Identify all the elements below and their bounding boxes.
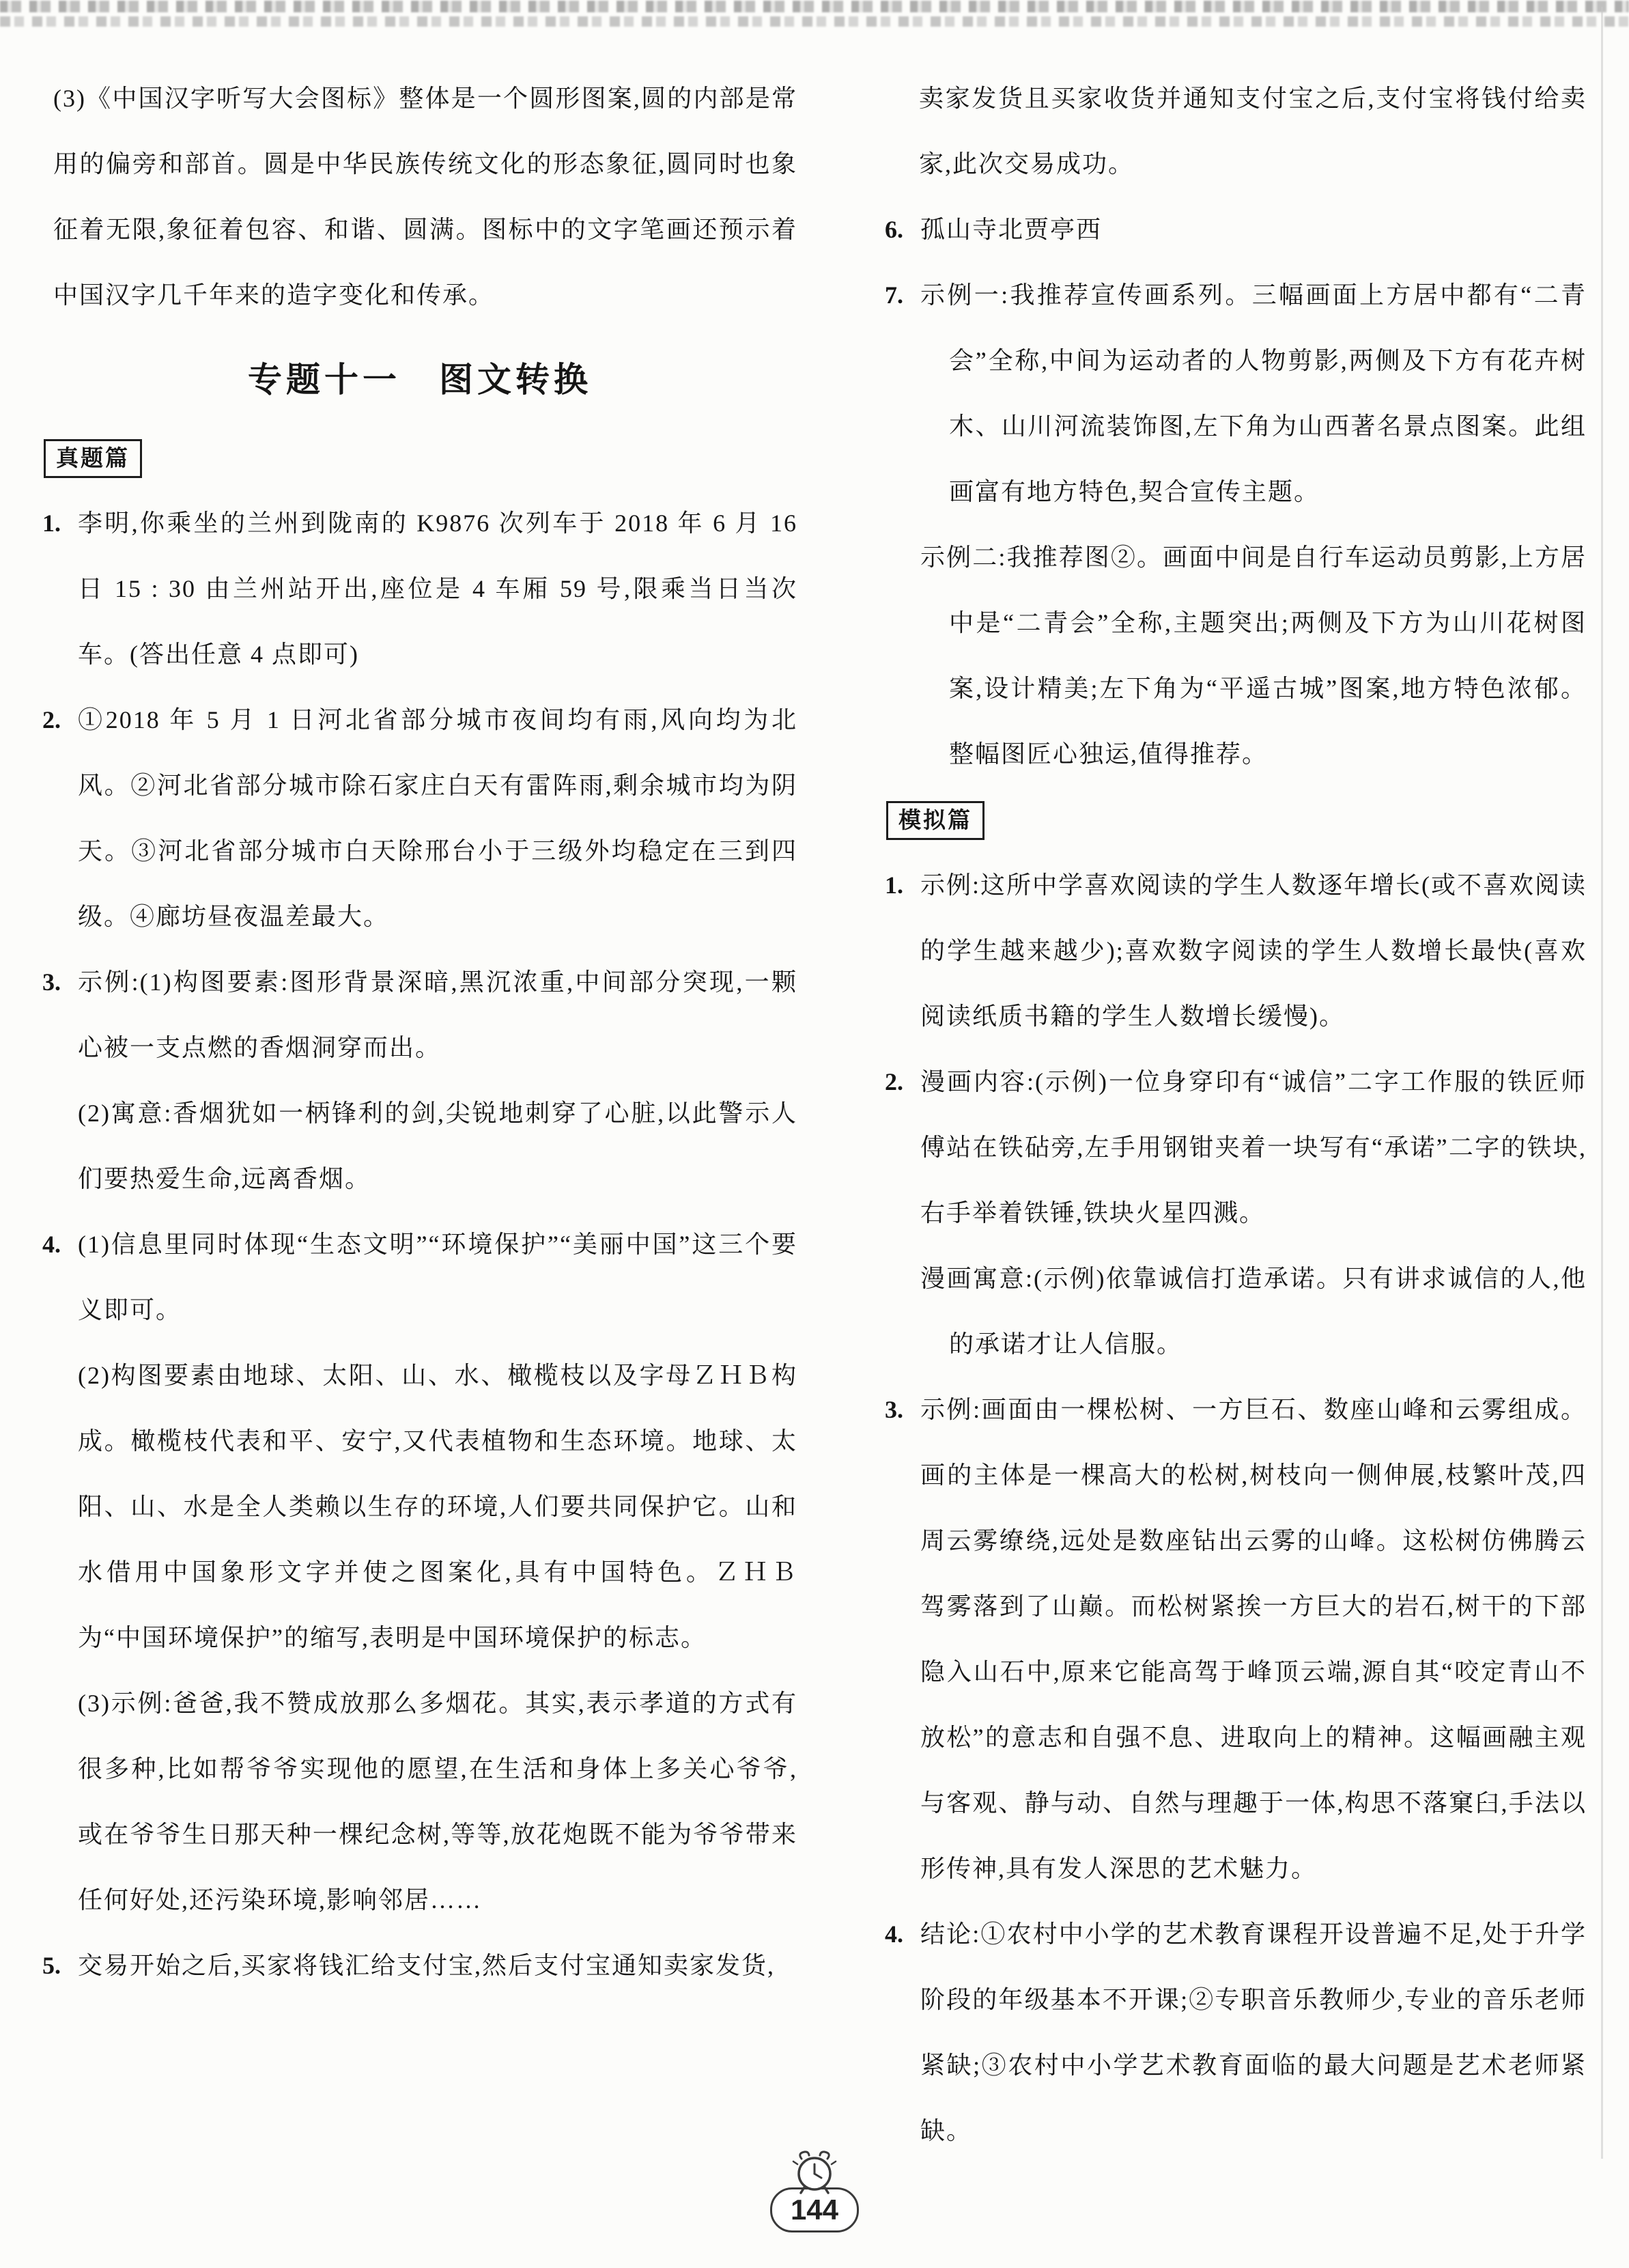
answer-item-7 — [885, 262, 1587, 787]
moni-badge: 模拟篇 — [886, 801, 985, 840]
answer-paragraph: (2)构图要素由地球、太阳、山、水、橄榄枝以及字母ＺＨＢ构成。橄榄枝代表和平、安宁,又代表植物和生态环境。地球、太阳、山、水是全人类赖以生存的环境,人们要共同保护它。山和水借用中国象形文字并使之图案化,具有中国特色。ＺＨＢ为“中国环境保护”的缩写,表明是中国环境保护的标志。 — [78, 1362, 797, 1651]
mock-item-1 — [885, 852, 1587, 1049]
answer-item-2 — [42, 687, 797, 949]
left-column — [42, 66, 797, 2164]
item-number: 2. — [42, 706, 61, 733]
zhenti-badge: 真题篇 — [44, 439, 142, 478]
item-number: 3. — [42, 968, 61, 996]
answer-paragraph: (3)示例:爸爸,我不赞成放那么多烟花。其实,表示孝道的方式有很多种,比如帮爷爷实现他的愿望,在生活和身体上多关心爷爷,或在爷爷生日那天种一棵纪念树,等等,放花炮既不能为爷爷带来任何好处,还污染环境,影响邻居…… — [78, 1690, 797, 1914]
answer-paragraph: ①2018 年 5 月 1 日河北省部分城市夜间均有雨,风向均为北风。②河北省部分城市除石家庄白天有雷阵雨,剩余城市均为阴天。③河北省部分城市白天除邢台小于三级外均稳定在三到四级。④廊坊昼夜温差最大。 — [78, 706, 797, 930]
mock-item-3 — [885, 1377, 1587, 1901]
page-footer — [750, 2148, 879, 2232]
answer-paragraph: 孤山寺北贾亭西 — [920, 216, 1103, 243]
item-number: 1. — [42, 509, 61, 537]
item-number: 2. — [885, 1068, 903, 1095]
mock-item-2 — [885, 1049, 1587, 1377]
answer-paragraph: 示例二:我推荐图②。画面中间是自行车运动员剪影,上方居中是“二青会”全称,主题突出;两侧及下方为山川花树图案,设计精美;左下角为“平遥古城”图案,地方特色浓郁。整幅图匠心独运,值得推荐。 — [920, 544, 1587, 768]
right-column — [885, 66, 1587, 2164]
answer-paragraph: (1)信息里同时体现“生态文明”“环境保护”“美丽中国”这三个要义即可。 — [78, 1231, 797, 1324]
answer-paragraph: 交易开始之后,买家将钱汇给支付宝,然后支付宝通知卖家发货, — [78, 1952, 776, 1979]
torn-page-edge — [0, 0, 1629, 31]
answer-item-4 — [42, 1212, 797, 1933]
answer-paragraph: 李明,你乘坐的兰州到陇南的 K9876 次列车于 2018 年 6 月 16 日 15 : 30 由兰州站开出,座位是 4 车厢 59 号,限乘当日当次车。(答出任意 4 点即可) — [78, 509, 797, 668]
answer-item-3 — [42, 949, 797, 1212]
answer-paragraph: 示例:这所中学喜欢阅读的学生人数逐年增长(或不喜欢阅读的学生越来越少);喜欢数字阅读的学生人数增长最快(喜欢阅读纸质书籍的学生人数增长缓慢)。 — [920, 871, 1587, 1030]
answer-paragraph: 结论:①农村中小学的艺术教育课程开设普遍不足,处于升学阶段的年级基本不开课;②专职音乐教师少,专业的音乐老师紧缺;③农村中小学艺术教育面临的最大问题是艺术老师紧缺。 — [920, 1920, 1587, 2144]
item-number: 5. — [42, 1952, 61, 1979]
section-title: 专题十一 图文转换 — [248, 361, 592, 399]
carryover-paragraph-right: 卖家发货且买家收货并通知支付宝之后,支付宝将钱付给卖家,此次交易成功。 — [919, 85, 1587, 178]
mock-item-4 — [885, 1901, 1587, 2164]
item-number: 4. — [885, 1920, 903, 1948]
carryover-paragraph-left: (3)《中国汉字听写大会图标》整体是一个圆形图案,圆的内部是常用的偏旁和部首。圆是中华民族传统文化的形态象征,圆同时也象征着无限,象征着包容、和谐、圆满。图标中的文字笔画还预示着中国汉字几千年来的造字变化和传承。 — [53, 85, 797, 309]
item-number: 3. — [885, 1396, 903, 1423]
two-column-layout — [42, 66, 1587, 2164]
page-number: 144 — [770, 2187, 859, 2232]
answer-paragraph: 示例一:我推荐宣传画系列。三幅画面上方居中都有“二青会”全称,中间为运动者的人物剪影,两侧及下方有花卉树木、山川河流装饰图,左下角为山西著名景点图案。此组画富有地方特色,契合宣传主题。 — [920, 281, 1587, 505]
item-number: 6. — [885, 216, 903, 243]
item-number: 1. — [885, 871, 903, 899]
scan-artifact-line — [1601, 7, 1603, 2159]
answer-paragraph: (2)寓意:香烟犹如一柄锋利的剑,尖锐地刺穿了心脏,以此警示人们要热爱生命,远离香烟。 — [78, 1100, 797, 1192]
answer-item-6 — [885, 197, 1587, 262]
item-number: 7. — [885, 281, 903, 309]
answer-paragraph: 漫画寓意:(示例)依靠诚信打造承诺。只有讲求诚信的人,他的承诺才让人信服。 — [920, 1265, 1587, 1358]
answer-item-1 — [42, 490, 797, 687]
answer-paragraph: 示例:(1)构图要素:图形背景深暗,黑沉浓重,中间部分突现,一颗心被一支点燃的香烟洞穿而出。 — [78, 968, 797, 1061]
item-number: 4. — [42, 1231, 61, 1258]
alarm-clock-icon — [789, 2148, 840, 2198]
answer-paragraph: 漫画内容:(示例)一位身穿印有“诚信”二字工作服的铁匠师傅站在铁砧旁,左手用钢钳夹着一块写有“承诺”二字的铁块,右手举着铁锤,铁块火星四溅。 — [920, 1068, 1587, 1227]
answer-paragraph: 示例:画面由一棵松树、一方巨石、数座山峰和云雾组成。画的主体是一棵高大的松树,树枝向一侧伸展,枝繁叶茂,四周云雾缭绕,远处是数座钻出云雾的山峰。这松树仿佛腾云驾雾落到了山巅。而松树紧挨一方巨大的岩石,树干的下部隐入山石中,原来它能高驾于峰顶云端,源自其“咬定青山不放松”的意志和自强不息、进取向上的精神。这幅画融主观与客观、静与动、自然与理趣于一体,构思不落窠臼,手法以形传神,具有发人深思的艺术魅力。 — [920, 1396, 1587, 1882]
answer-item-5 — [42, 1933, 797, 1998]
